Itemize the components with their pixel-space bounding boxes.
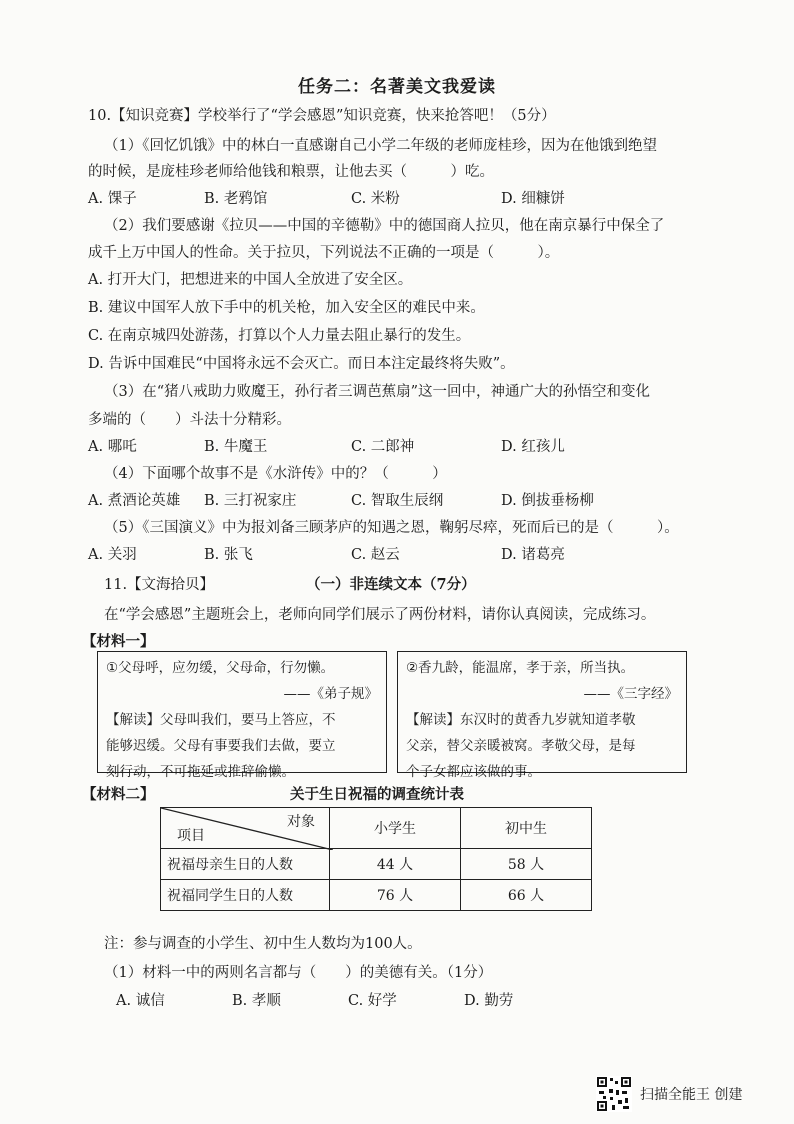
- table-cell: 58 人: [461, 849, 592, 880]
- row-header: 祝福同学生日的人数: [161, 880, 330, 911]
- q10-5-options: [88, 543, 565, 564]
- option-c: C. 赵云: [351, 547, 400, 563]
- table-row: [161, 849, 592, 880]
- option-c: C. 二郎神: [351, 439, 415, 455]
- material-1-box-2: [397, 651, 687, 780]
- watermark-text: 扫描全能王 创建: [640, 1087, 743, 1103]
- q10-5-text: （5）《三国演义》中为报刘备三顾茅庐的知遇之恩，鞠躬尽瘁，死而后已的是（ ）。: [104, 520, 679, 536]
- q10-2-option-b: B. 建议中国军人放下手中的机关枪，加入安全区的难民中来。: [88, 300, 485, 316]
- scanner-watermark: [596, 1076, 742, 1112]
- explanation-line: 能够迟缓。父母有事要我们去做，要立: [106, 738, 336, 754]
- quote: ①父母呼，应勿缓，父母命，行勿懒。: [106, 660, 335, 676]
- quote: ②香九龄，能温席，孝于亲，所当执。: [406, 660, 635, 676]
- q10-1-options: [88, 187, 565, 208]
- option-a: A. 哪吒: [88, 439, 137, 455]
- explanation-line: 个子女都应该做的事。: [406, 764, 541, 780]
- table-cell: 66 人: [461, 880, 592, 911]
- option-c: C. 米粉: [351, 191, 400, 207]
- survey-table: [160, 807, 592, 911]
- q11-section-title: （一）非连续文本（7分）: [306, 576, 476, 593]
- table-row: [161, 880, 592, 911]
- q10-2-text-line2: 成千上万中国人的性命。关于拉贝，下列说法不正确的一项是（ ）。: [88, 245, 560, 261]
- q11-intro: 在“学会感恩”主题班会上，老师向同学们展示了两份材料，请你认真阅读，完成练习。: [104, 607, 656, 623]
- option-d: D. 红孩儿: [501, 439, 565, 455]
- q10-2-option-c: C. 在南京城四处游荡，打算以个人力量去阻止暴行的发生。: [88, 328, 471, 344]
- column-header: 小学生: [330, 808, 461, 849]
- option-b: B. 老鸦馆: [204, 191, 268, 207]
- option-d: D. 勤劳: [464, 993, 514, 1009]
- explanation-line: 刻行动，不可拖延或推辞偷懒。: [106, 764, 295, 780]
- material-1-box-1: [97, 651, 387, 780]
- explanation-line: 父亲，替父亲暖被窝。孝敬父母，是每: [406, 738, 636, 754]
- header-object-label: 对象: [287, 814, 315, 830]
- q10-1-text-line1: （1）《回忆饥饿》中的林白一直感谢自己小学二年级的老师庞桂珍，因为在他饿到绝望: [104, 138, 657, 154]
- option-d: D. 倒拔垂杨柳: [501, 493, 594, 509]
- table-header-row: [161, 808, 592, 849]
- option-d: D. 诸葛亮: [501, 547, 565, 563]
- q10-3-text-line2: 多端的（ ）斗法十分精彩。: [88, 412, 291, 428]
- option-a: A. 馃子: [88, 191, 137, 207]
- q11-1-text: （1）材料一中的两则名言都与（ ）的美德有关。（1分）: [104, 965, 493, 981]
- option-b: B. 牛魔王: [204, 439, 268, 455]
- q10-3-text-line1: （3）在“猪八戒助力败魔王，孙行者三调芭蕉扇”这一回中，神通广大的孙悟空和变化: [104, 384, 651, 400]
- q10-1-text-line2: 的时候，是庞桂珍老师给他钱和粮票，让他去买（ ）吃。: [88, 164, 494, 180]
- option-a: A. 诚信: [116, 993, 165, 1009]
- qr-code-icon: [596, 1076, 632, 1112]
- explanation-line: 【解读】东汉时的黄香九岁就知道孝敬: [406, 712, 636, 728]
- explanation-line: 【解读】父母叫我们，要马上答应，不: [106, 712, 336, 728]
- q10-2-option-a: A. 打开大门，把想进来的中国人全放进了安全区。: [88, 272, 413, 288]
- table-cell: 44 人: [330, 849, 461, 880]
- row-header: 祝福母亲生日的人数: [161, 849, 330, 880]
- q11-1-options: [116, 989, 513, 1010]
- table-note: 注：参与调查的小学生、初中生人数均为100人。: [104, 936, 422, 952]
- option-c: C. 好学: [348, 993, 397, 1009]
- quote-source: ——《弟子规》: [283, 686, 378, 702]
- option-b: B. 孝顺: [232, 993, 281, 1009]
- q10-2-text-line1: （2）我们要感谢《拉贝——中国的辛德勒》中的德国商人拉贝，他在南京暴行中保全了: [104, 218, 665, 234]
- column-header: 初中生: [461, 808, 592, 849]
- option-c: C. 智取生辰纲: [351, 493, 444, 509]
- q10-stem: 10.【知识竞赛】学校举行了“学会感恩”知识竞赛，快来抢答吧！（5分）: [88, 108, 556, 124]
- material-1-label: 【材料一】: [82, 633, 155, 650]
- option-b: B. 张飞: [204, 547, 253, 563]
- q10-4-text: （4）下面哪个故事不是《水浒传》中的？（ ）: [104, 466, 447, 482]
- option-b: B. 三打祝家庄: [204, 493, 297, 509]
- table-title: 关于生日祝福的调查统计表: [290, 786, 464, 803]
- header-item-label: 项目: [177, 828, 205, 844]
- table-cell: 76 人: [330, 880, 461, 911]
- material-2-label: 【材料二】: [82, 786, 155, 803]
- q10-3-options: [88, 435, 565, 456]
- q10-4-options: [88, 489, 594, 510]
- option-d: D. 细糠饼: [501, 191, 565, 207]
- option-a: A. 关羽: [88, 547, 137, 563]
- q10-2-option-d: D. 告诉中国难民“中国将永远不会灭亡。而日本注定最终将失败”。: [88, 356, 515, 372]
- diagonal-header-cell: [161, 808, 330, 849]
- q11-label: 11.【文海拾贝】: [104, 577, 215, 593]
- option-a: A. 煮酒论英雄: [88, 493, 181, 509]
- quote-source: ——《三字经》: [583, 686, 678, 702]
- section-title: 任务二：名著美文我爱读: [298, 77, 496, 97]
